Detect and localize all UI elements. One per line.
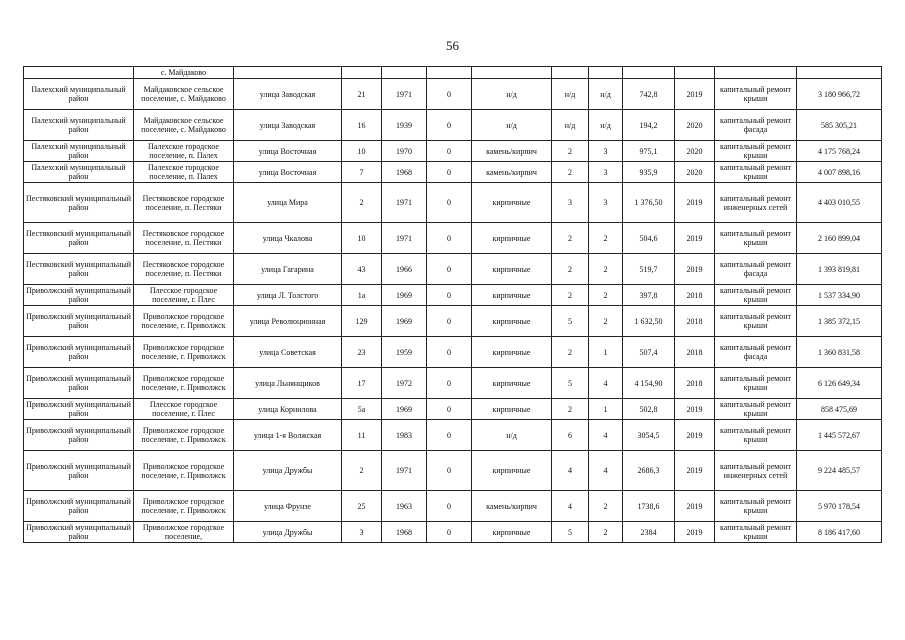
cost-cell: 4 403 010,55	[797, 183, 882, 223]
floors-cell: 2	[552, 223, 589, 254]
build-year-cell: 1939	[382, 110, 427, 141]
build-year-cell: 1969	[382, 306, 427, 337]
housing-register-table	[23, 66, 882, 543]
street-cell: улица Революционная	[234, 306, 342, 337]
street-cell: улица Фрунзе	[234, 491, 342, 522]
house-number-cell: 23	[342, 337, 382, 368]
area-cell	[623, 67, 675, 79]
wall-material-cell: кирпичные	[472, 451, 552, 491]
area-cell: 194,2	[623, 110, 675, 141]
settlement-cell: Пестяковское городское поселение, п. Пестяки	[134, 223, 234, 254]
street-cell: улица Дружбы	[234, 522, 342, 543]
street-cell: улица Льнянщиков	[234, 368, 342, 399]
municipal-district-cell: Приволжский муниципальный район	[24, 420, 134, 451]
year-cell: 2019	[675, 491, 715, 522]
build-year-cell: 1959	[382, 337, 427, 368]
zero-value-cell: 0	[427, 451, 472, 491]
cost-cell: 1 385 372,15	[797, 306, 882, 337]
street-cell: улица Чкалова	[234, 223, 342, 254]
year-cell: 2019	[675, 223, 715, 254]
street-cell	[234, 67, 342, 79]
street-cell: улица Л. Толстого	[234, 285, 342, 306]
wall-material-cell: н/д	[472, 420, 552, 451]
cost-cell: 9 224 485,57	[797, 451, 882, 491]
area-cell: 4 154,90	[623, 368, 675, 399]
settlement-cell: Плесское городское поселение, г. Плес	[134, 399, 234, 420]
year-cell: 2018	[675, 285, 715, 306]
floors-cell: н/д	[552, 79, 589, 110]
settlement-cell: Пестяковское городское поселение, п. Пестяки	[134, 254, 234, 285]
zero-value-cell: 0	[427, 141, 472, 162]
table-row	[24, 522, 882, 543]
street-cell: улица Дружбы	[234, 451, 342, 491]
cost-cell: 6 126 649,34	[797, 368, 882, 399]
floors-cell	[552, 67, 589, 79]
wall-material-cell: н/д	[472, 79, 552, 110]
wall-material-cell	[472, 67, 552, 79]
build-year-cell: 1971	[382, 79, 427, 110]
zero-value-cell: 0	[427, 337, 472, 368]
cost-cell: 4 007 898,16	[797, 162, 882, 183]
floors-cell: 2	[552, 337, 589, 368]
municipal-district-cell: Приволжский муниципальный район	[24, 491, 134, 522]
municipal-district-cell	[24, 67, 134, 79]
house-number-cell: 25	[342, 491, 382, 522]
entrances-cell: 2	[589, 223, 623, 254]
zero-value-cell: 0	[427, 420, 472, 451]
floors-cell: 4	[552, 451, 589, 491]
year-cell: 2020	[675, 110, 715, 141]
house-number-cell: 129	[342, 306, 382, 337]
work-type-cell: капитальный ремонт инженерных сетей	[715, 183, 797, 223]
entrances-cell: 4	[589, 451, 623, 491]
municipal-district-cell: Приволжский муниципальный район	[24, 368, 134, 399]
area-cell: 3054,5	[623, 420, 675, 451]
zero-value-cell: 0	[427, 306, 472, 337]
settlement-cell: Приволжское городское поселение, г. Приволжск	[134, 451, 234, 491]
area-cell: 1 376,50	[623, 183, 675, 223]
entrances-cell: 3	[589, 162, 623, 183]
build-year-cell: 1971	[382, 223, 427, 254]
settlement-cell: Приволжское городское поселение, г. Приволжск	[134, 420, 234, 451]
street-cell: улица Заводская	[234, 110, 342, 141]
table-row	[24, 337, 882, 368]
area-cell: 935,9	[623, 162, 675, 183]
entrances-cell: 2	[589, 306, 623, 337]
house-number-cell: 21	[342, 79, 382, 110]
work-type-cell: капитальный ремонт крыши	[715, 491, 797, 522]
zero-value-cell: 0	[427, 285, 472, 306]
wall-material-cell: кирпичные	[472, 337, 552, 368]
entrances-cell: 2	[589, 285, 623, 306]
wall-material-cell: н/д	[472, 110, 552, 141]
wall-material-cell: камень/кирпич	[472, 141, 552, 162]
table-row	[24, 67, 882, 79]
work-type-cell: капитальный ремонт крыши	[715, 162, 797, 183]
build-year-cell: 1983	[382, 420, 427, 451]
entrances-cell: 3	[589, 183, 623, 223]
settlement-cell: Плесское городское поселение, г. Плес	[134, 285, 234, 306]
floors-cell: 2	[552, 162, 589, 183]
table-row	[24, 285, 882, 306]
build-year-cell: 1972	[382, 368, 427, 399]
zero-value-cell: 0	[427, 254, 472, 285]
floors-cell: 6	[552, 420, 589, 451]
build-year-cell: 1969	[382, 285, 427, 306]
year-cell: 2019	[675, 451, 715, 491]
year-cell: 2018	[675, 306, 715, 337]
house-number-cell: 10	[342, 141, 382, 162]
entrances-cell: 4	[589, 368, 623, 399]
wall-material-cell: камень/кирпич	[472, 162, 552, 183]
build-year-cell: 1963	[382, 491, 427, 522]
zero-value-cell: 0	[427, 223, 472, 254]
work-type-cell: капитальный ремонт фасада	[715, 110, 797, 141]
zero-value-cell: 0	[427, 79, 472, 110]
floors-cell: н/д	[552, 110, 589, 141]
page-number: 56	[446, 38, 459, 53]
build-year-cell: 1969	[382, 399, 427, 420]
work-type-cell: капитальный ремонт фасада	[715, 337, 797, 368]
zero-value-cell: 0	[427, 162, 472, 183]
street-cell: улица Советская	[234, 337, 342, 368]
entrances-cell: 4	[589, 420, 623, 451]
street-cell: улица Корнилова	[234, 399, 342, 420]
house-number-cell: 5а	[342, 399, 382, 420]
entrances-cell: 2	[589, 522, 623, 543]
cost-cell: 3 180 966,72	[797, 79, 882, 110]
settlement-cell: Майдаковское сельское поселение, с. Майдаково	[134, 79, 234, 110]
work-type-cell: капитальный ремонт фасада	[715, 254, 797, 285]
floors-cell: 3	[552, 183, 589, 223]
wall-material-cell: кирпичные	[472, 223, 552, 254]
build-year-cell: 1968	[382, 522, 427, 543]
settlement-cell: Пестяковское городское поселение, п. Пестяки	[134, 183, 234, 223]
entrances-cell: 3	[589, 141, 623, 162]
table-row	[24, 451, 882, 491]
area-cell: 1738,6	[623, 491, 675, 522]
municipal-district-cell: Приволжский муниципальный район	[24, 522, 134, 543]
municipal-district-cell: Палехский муниципальный район	[24, 141, 134, 162]
work-type-cell: капитальный ремонт крыши	[715, 79, 797, 110]
entrances-cell: 1	[589, 337, 623, 368]
house-number-cell: 7	[342, 162, 382, 183]
work-type-cell: капитальный ремонт крыши	[715, 285, 797, 306]
cost-cell: 858 475,69	[797, 399, 882, 420]
municipal-district-cell: Пестяковский муниципальный район	[24, 223, 134, 254]
house-number-cell: 16	[342, 110, 382, 141]
year-cell: 2018	[675, 368, 715, 399]
wall-material-cell: кирпичные	[472, 368, 552, 399]
house-number-cell: 1а	[342, 285, 382, 306]
zero-value-cell: 0	[427, 110, 472, 141]
build-year-cell	[382, 67, 427, 79]
year-cell: 2019	[675, 254, 715, 285]
floors-cell: 2	[552, 254, 589, 285]
floors-cell: 5	[552, 306, 589, 337]
table-row	[24, 254, 882, 285]
settlement-cell: Приволжское городское поселение, г. Приволжск	[134, 491, 234, 522]
street-cell: улица Мира	[234, 183, 342, 223]
wall-material-cell: кирпичные	[472, 285, 552, 306]
house-number-cell: 2	[342, 183, 382, 223]
floors-cell: 5	[552, 368, 589, 399]
settlement-cell: Приволжское городское поселение,	[134, 522, 234, 543]
settlement-cell: Приволжское городское поселение, г. Приволжск	[134, 368, 234, 399]
table-row	[24, 368, 882, 399]
build-year-cell: 1970	[382, 141, 427, 162]
cost-cell: 8 186 417,60	[797, 522, 882, 543]
table-row	[24, 491, 882, 522]
floors-cell: 2	[552, 399, 589, 420]
work-type-cell: капитальный ремонт крыши	[715, 306, 797, 337]
entrances-cell: 2	[589, 254, 623, 285]
cost-cell: 585 305,21	[797, 110, 882, 141]
street-cell: улица Гагарина	[234, 254, 342, 285]
year-cell: 2019	[675, 420, 715, 451]
work-type-cell: капитальный ремонт крыши	[715, 141, 797, 162]
cost-cell: 2 160 899,04	[797, 223, 882, 254]
zero-value-cell: 0	[427, 491, 472, 522]
build-year-cell: 1971	[382, 451, 427, 491]
wall-material-cell: камень/кирпич	[472, 491, 552, 522]
street-cell: улица 1-я Волжская	[234, 420, 342, 451]
municipal-district-cell: Приволжский муниципальный район	[24, 337, 134, 368]
area-cell: 2686,3	[623, 451, 675, 491]
year-cell: 2020	[675, 141, 715, 162]
work-type-cell: капитальный ремонт крыши	[715, 399, 797, 420]
floors-cell: 2	[552, 285, 589, 306]
entrances-cell: 1	[589, 399, 623, 420]
work-type-cell: капитальный ремонт крыши	[715, 420, 797, 451]
settlement-cell: с. Майдаково	[134, 67, 234, 79]
zero-value-cell: 0	[427, 399, 472, 420]
cost-cell: 1 445 572,67	[797, 420, 882, 451]
area-cell: 742,8	[623, 79, 675, 110]
area-cell: 502,8	[623, 399, 675, 420]
entrances-cell: 2	[589, 491, 623, 522]
table-row	[24, 141, 882, 162]
year-cell: 2019	[675, 79, 715, 110]
settlement-cell: Майдаковское сельское поселение, с. Майдаково	[134, 110, 234, 141]
area-cell: 975,1	[623, 141, 675, 162]
municipal-district-cell: Приволжский муниципальный район	[24, 285, 134, 306]
street-cell: улица Заводская	[234, 79, 342, 110]
house-number-cell: 11	[342, 420, 382, 451]
municipal-district-cell: Палехский муниципальный район	[24, 110, 134, 141]
house-number-cell: 2	[342, 451, 382, 491]
build-year-cell: 1968	[382, 162, 427, 183]
area-cell: 507,4	[623, 337, 675, 368]
municipal-district-cell: Приволжский муниципальный район	[24, 451, 134, 491]
zero-value-cell: 0	[427, 522, 472, 543]
settlement-cell: Приволжское городское поселение, г. Приволжск	[134, 306, 234, 337]
zero-value-cell: 0	[427, 368, 472, 399]
build-year-cell: 1966	[382, 254, 427, 285]
wall-material-cell: кирпичные	[472, 183, 552, 223]
cost-cell	[797, 67, 882, 79]
table-row	[24, 110, 882, 141]
municipal-district-cell: Приволжский муниципальный район	[24, 306, 134, 337]
cost-cell: 1 537 334,90	[797, 285, 882, 306]
entrances-cell: н/д	[589, 79, 623, 110]
house-number-cell: 17	[342, 368, 382, 399]
floors-cell: 5	[552, 522, 589, 543]
wall-material-cell: кирпичные	[472, 306, 552, 337]
cost-cell: 5 970 178,54	[797, 491, 882, 522]
year-cell: 2018	[675, 337, 715, 368]
work-type-cell: капитальный ремонт крыши	[715, 223, 797, 254]
year-cell: 2019	[675, 183, 715, 223]
work-type-cell: капитальный ремонт крыши	[715, 368, 797, 399]
cost-cell: 4 175 768,24	[797, 141, 882, 162]
table-row	[24, 183, 882, 223]
wall-material-cell: кирпичные	[472, 254, 552, 285]
work-type-cell: капитальный ремонт инженерных сетей	[715, 451, 797, 491]
entrances-cell: н/д	[589, 110, 623, 141]
settlement-cell: Палехское городское поселение, п. Палех	[134, 141, 234, 162]
settlement-cell: Приволжское городское поселение, г. Приволжск	[134, 337, 234, 368]
area-cell: 504,6	[623, 223, 675, 254]
house-number-cell: 10	[342, 223, 382, 254]
table-row	[24, 399, 882, 420]
table-row	[24, 162, 882, 183]
cost-cell: 1 393 819,81	[797, 254, 882, 285]
municipal-district-cell: Палехский муниципальный район	[24, 162, 134, 183]
entrances-cell	[589, 67, 623, 79]
street-cell: улица Восточная	[234, 162, 342, 183]
house-number-cell	[342, 67, 382, 79]
house-number-cell: 3	[342, 522, 382, 543]
cost-cell: 1 360 831,58	[797, 337, 882, 368]
wall-material-cell: кирпичные	[472, 399, 552, 420]
work-type-cell: капитальный ремонт крыши	[715, 522, 797, 543]
municipal-district-cell: Пестяковский муниципальный район	[24, 183, 134, 223]
area-cell: 519,7	[623, 254, 675, 285]
street-cell: улица Восточная	[234, 141, 342, 162]
wall-material-cell: кирпичные	[472, 522, 552, 543]
year-cell: 2019	[675, 399, 715, 420]
table-row	[24, 79, 882, 110]
floors-cell: 4	[552, 491, 589, 522]
year-cell: 2019	[675, 522, 715, 543]
build-year-cell: 1971	[382, 183, 427, 223]
municipal-district-cell: Палехский муниципальный район	[24, 79, 134, 110]
zero-value-cell	[427, 67, 472, 79]
table-row	[24, 420, 882, 451]
year-cell: 2020	[675, 162, 715, 183]
work-type-cell	[715, 67, 797, 79]
area-cell: 2384	[623, 522, 675, 543]
zero-value-cell: 0	[427, 183, 472, 223]
table-row	[24, 223, 882, 254]
settlement-cell: Палехское городское поселение, п. Палех	[134, 162, 234, 183]
municipal-district-cell: Пестяковский муниципальный район	[24, 254, 134, 285]
house-number-cell: 43	[342, 254, 382, 285]
municipal-district-cell: Приволжский муниципальный район	[24, 399, 134, 420]
area-cell: 397,8	[623, 285, 675, 306]
year-cell	[675, 67, 715, 79]
area-cell: 1 632,50	[623, 306, 675, 337]
table-row	[24, 306, 882, 337]
floors-cell: 2	[552, 141, 589, 162]
